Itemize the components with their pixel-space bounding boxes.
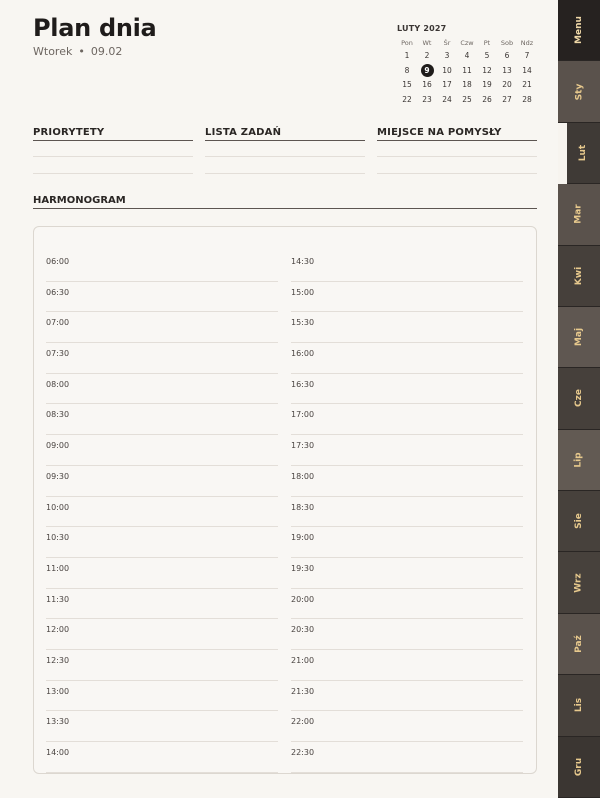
tab-label: Paź bbox=[573, 635, 584, 653]
weekday-label: Wtorek bbox=[33, 45, 73, 58]
calendar-day-number: 22 bbox=[402, 94, 412, 104]
slot-time-label: 22:30 bbox=[291, 748, 315, 757]
schedule-slot[interactable] bbox=[46, 404, 278, 435]
slot-time-label: 16:30 bbox=[291, 379, 315, 389]
tab-maj[interactable] bbox=[558, 307, 600, 368]
schedule-slot[interactable] bbox=[291, 343, 523, 374]
slot-time-label: 19:30 bbox=[291, 563, 315, 573]
calendar-day[interactable] bbox=[497, 64, 517, 79]
calendar-weekday-header: Śr bbox=[443, 39, 451, 47]
slot-time-label: 19:00 bbox=[291, 533, 315, 543]
schedule-slot[interactable] bbox=[291, 312, 523, 343]
schedule-slot[interactable] bbox=[46, 497, 278, 528]
schedule-slot[interactable] bbox=[46, 374, 278, 405]
slot-time-label: 20:30 bbox=[291, 625, 315, 635]
schedule-slot[interactable] bbox=[291, 711, 523, 742]
schedule-column-left bbox=[46, 251, 278, 773]
calendar-day[interactable] bbox=[437, 78, 457, 93]
tab-sty[interactable] bbox=[558, 61, 600, 122]
slot-time-label: 17:00 bbox=[291, 410, 315, 420]
schedule-slot[interactable] bbox=[291, 251, 523, 282]
tasks-heading: LISTA ZADAŃ bbox=[205, 127, 365, 141]
slot-time-label: 21:30 bbox=[291, 686, 315, 696]
calendar-day-number: 25 bbox=[462, 94, 472, 104]
calendar-day[interactable] bbox=[497, 78, 517, 93]
calendar-day-number: 8 bbox=[404, 65, 410, 75]
calendar-weekday-header: Pt bbox=[483, 39, 491, 47]
slot-time-label: 13:00 bbox=[46, 686, 70, 696]
schedule-slot[interactable] bbox=[291, 466, 523, 497]
calendar-day[interactable] bbox=[397, 78, 417, 93]
calendar-day-number: 1 bbox=[404, 51, 410, 60]
slot-time-label: 10:00 bbox=[46, 502, 70, 512]
calendar-day[interactable] bbox=[417, 93, 437, 108]
calendar-day-number: 23 bbox=[422, 94, 432, 104]
calendar-day[interactable] bbox=[477, 78, 497, 93]
calendar-day-number: 20 bbox=[502, 80, 512, 89]
schedule-slot[interactable] bbox=[291, 650, 523, 681]
slot-time-label: 15:30 bbox=[291, 318, 315, 328]
calendar-day-number: 26 bbox=[482, 94, 492, 104]
tab-label: Menu bbox=[574, 16, 584, 45]
tab-label: Sie bbox=[573, 513, 584, 530]
schedule-slot[interactable] bbox=[291, 374, 523, 405]
calendar-day[interactable] bbox=[457, 49, 477, 64]
page-title: Plan dnia bbox=[33, 14, 157, 42]
tasks-line[interactable] bbox=[205, 141, 365, 157]
tab-gru[interactable] bbox=[558, 737, 600, 798]
schedule-slot[interactable] bbox=[291, 558, 523, 589]
calendar-day-number: 17 bbox=[442, 80, 452, 89]
calendar-month-title: LUTY 2027 bbox=[397, 24, 447, 33]
schedule-slot[interactable] bbox=[46, 282, 278, 313]
date-label: 09.02 bbox=[90, 45, 123, 58]
slot-time-label: 07:30 bbox=[46, 349, 70, 359]
calendar-day-number: 15 bbox=[402, 80, 412, 89]
calendar-day[interactable] bbox=[397, 49, 417, 64]
schedule-column-right bbox=[291, 251, 523, 773]
tab-mar[interactable] bbox=[558, 184, 600, 245]
schedule-slot[interactable] bbox=[291, 527, 523, 558]
schedule-slot[interactable] bbox=[46, 312, 278, 343]
calendar-day[interactable] bbox=[397, 93, 417, 108]
calendar-day-number: 11 bbox=[462, 65, 472, 75]
schedule-slot[interactable] bbox=[291, 742, 523, 773]
schedule-slot[interactable] bbox=[46, 343, 278, 374]
tab-label: Maj bbox=[574, 328, 584, 347]
calendar-weekday-header: Ndz bbox=[520, 39, 534, 47]
schedule-slot[interactable] bbox=[46, 589, 278, 620]
tab-cze[interactable] bbox=[558, 368, 600, 429]
month-tabs bbox=[558, 0, 600, 798]
calendar-day[interactable] bbox=[497, 49, 517, 64]
calendar-day[interactable] bbox=[497, 93, 517, 108]
slot-time-label: 06:30 bbox=[46, 287, 70, 297]
tab-label: Gru bbox=[573, 757, 584, 776]
tab-paź[interactable] bbox=[558, 614, 600, 675]
priorities-line[interactable] bbox=[33, 141, 193, 157]
calendar-day-number: 9 bbox=[421, 64, 434, 77]
tab-label: Kwi bbox=[574, 266, 584, 285]
tab-lis[interactable] bbox=[558, 675, 600, 736]
calendar-weekday-header: Wt bbox=[422, 39, 432, 47]
tab-menu[interactable] bbox=[558, 0, 600, 61]
calendar-day[interactable] bbox=[417, 78, 437, 93]
mini-calendar bbox=[397, 24, 537, 107]
schedule-slot[interactable] bbox=[291, 497, 523, 528]
calendar-day-number: 13 bbox=[502, 65, 512, 75]
slot-time-label: 09:30 bbox=[46, 471, 70, 481]
schedule-slot[interactable] bbox=[291, 282, 523, 313]
tab-label: Sty bbox=[574, 83, 584, 100]
tab-label: Lip bbox=[573, 452, 584, 468]
slot-time-label: 11:00 bbox=[46, 563, 70, 573]
tab-sie[interactable] bbox=[558, 491, 600, 552]
priorities-section bbox=[33, 127, 193, 174]
calendar-day[interactable] bbox=[477, 49, 497, 64]
schedule-slot[interactable] bbox=[46, 251, 278, 282]
calendar-day-number: 27 bbox=[502, 94, 512, 104]
tasks-section bbox=[205, 127, 365, 174]
slot-time-label: 18:30 bbox=[291, 502, 315, 512]
slot-time-label: 21:00 bbox=[291, 655, 315, 665]
ideas-heading: MIEJSCE NA POMYSŁY bbox=[377, 127, 537, 141]
calendar-day[interactable] bbox=[457, 78, 477, 93]
separator-dot: • bbox=[78, 45, 85, 58]
calendar-day-number: 6 bbox=[504, 51, 510, 60]
schedule-slot[interactable] bbox=[291, 619, 523, 650]
schedule-slot[interactable] bbox=[46, 650, 278, 681]
tab-label: Lis bbox=[574, 698, 584, 713]
tab-label: Cze bbox=[573, 389, 584, 408]
calendar-day-number: 2 bbox=[424, 51, 430, 60]
tab-lip[interactable] bbox=[558, 430, 600, 491]
slot-time-label: 13:30 bbox=[46, 717, 70, 727]
schedule-slot[interactable] bbox=[291, 681, 523, 712]
calendar-day[interactable] bbox=[457, 93, 477, 108]
calendar-day[interactable] bbox=[517, 78, 537, 93]
calendar-day-number: 16 bbox=[422, 80, 432, 89]
slot-time-label: 09:00 bbox=[46, 441, 70, 451]
calendar-day[interactable] bbox=[457, 64, 477, 79]
priorities-heading: PRIORYTETY bbox=[33, 127, 193, 141]
schedule-slot[interactable] bbox=[46, 742, 278, 773]
calendar-day[interactable] bbox=[477, 64, 497, 79]
slot-time-label: 10:30 bbox=[46, 533, 70, 543]
schedule-slot[interactable] bbox=[291, 435, 523, 466]
tab-wrz[interactable] bbox=[558, 552, 600, 613]
calendar-grid bbox=[397, 37, 537, 107]
schedule-box bbox=[33, 226, 537, 774]
calendar-day[interactable] bbox=[437, 93, 457, 108]
calendar-weekday-header: Pon bbox=[401, 39, 413, 47]
calendar-day[interactable] bbox=[517, 49, 537, 64]
slot-time-label: 20:00 bbox=[291, 594, 315, 604]
calendar-day-number: 19 bbox=[482, 80, 492, 89]
ideas-line[interactable] bbox=[377, 141, 537, 157]
calendar-day-number: 5 bbox=[484, 51, 490, 60]
slot-time-label: 14:30 bbox=[291, 257, 315, 266]
calendar-day-number: 21 bbox=[522, 80, 532, 89]
slot-time-label: 22:00 bbox=[291, 717, 315, 727]
calendar-day-number: 12 bbox=[482, 65, 492, 75]
slot-time-label: 08:30 bbox=[46, 410, 70, 420]
schedule-slot[interactable] bbox=[46, 681, 278, 712]
schedule-slot[interactable] bbox=[46, 711, 278, 742]
tab-kwi[interactable] bbox=[558, 246, 600, 307]
calendar-day-number: 4 bbox=[464, 51, 470, 60]
slot-time-label: 07:00 bbox=[46, 318, 70, 328]
tab-lut[interactable] bbox=[567, 123, 600, 184]
slot-time-label: 06:00 bbox=[46, 257, 70, 266]
calendar-day[interactable] bbox=[517, 93, 537, 108]
schedule-slot[interactable] bbox=[46, 435, 278, 466]
date-subtitle bbox=[33, 45, 122, 58]
tab-label: Mar bbox=[574, 204, 584, 225]
calendar-day-number: 3 bbox=[444, 51, 450, 60]
slot-time-label: 17:30 bbox=[291, 441, 315, 451]
calendar-day[interactable] bbox=[397, 64, 417, 79]
calendar-day-number: 24 bbox=[442, 94, 452, 104]
calendar-day[interactable] bbox=[437, 64, 457, 79]
slot-time-label: 18:00 bbox=[291, 471, 315, 481]
calendar-day[interactable] bbox=[417, 49, 437, 64]
priorities-line[interactable] bbox=[33, 157, 193, 174]
calendar-day-selected[interactable] bbox=[417, 64, 437, 79]
slot-time-label: 15:00 bbox=[291, 287, 315, 297]
calendar-day-number: 18 bbox=[462, 80, 472, 89]
tasks-line[interactable] bbox=[205, 157, 365, 174]
schedule-slot[interactable] bbox=[46, 619, 278, 650]
slot-time-label: 12:00 bbox=[46, 625, 70, 635]
calendar-day-number: 7 bbox=[524, 51, 530, 60]
calendar-day[interactable] bbox=[517, 64, 537, 79]
schedule-slot[interactable] bbox=[46, 558, 278, 589]
slot-time-label: 08:00 bbox=[46, 379, 70, 389]
calendar-day[interactable] bbox=[477, 93, 497, 108]
slot-time-label: 14:00 bbox=[46, 748, 70, 757]
calendar-day-number: 10 bbox=[442, 65, 452, 75]
ideas-line[interactable] bbox=[377, 157, 537, 174]
schedule-slot[interactable] bbox=[291, 404, 523, 435]
calendar-weekday-header: Sob bbox=[500, 39, 514, 47]
schedule-heading: HARMONOGRAM bbox=[33, 195, 537, 209]
calendar-day-number: 28 bbox=[522, 94, 532, 104]
calendar-weekday-header: Czw bbox=[460, 39, 474, 47]
tab-label: Wrz bbox=[573, 572, 584, 593]
slot-time-label: 12:30 bbox=[46, 655, 70, 665]
schedule-slot[interactable] bbox=[291, 589, 523, 620]
schedule-slot[interactable] bbox=[46, 466, 278, 497]
slot-time-label: 11:30 bbox=[46, 594, 70, 604]
tab-label: Lut bbox=[578, 144, 589, 162]
calendar-day-number: 14 bbox=[522, 65, 532, 75]
calendar-day[interactable] bbox=[437, 49, 457, 64]
schedule-slot[interactable] bbox=[46, 527, 278, 558]
ideas-section bbox=[377, 127, 537, 174]
slot-time-label: 16:00 bbox=[291, 349, 315, 359]
